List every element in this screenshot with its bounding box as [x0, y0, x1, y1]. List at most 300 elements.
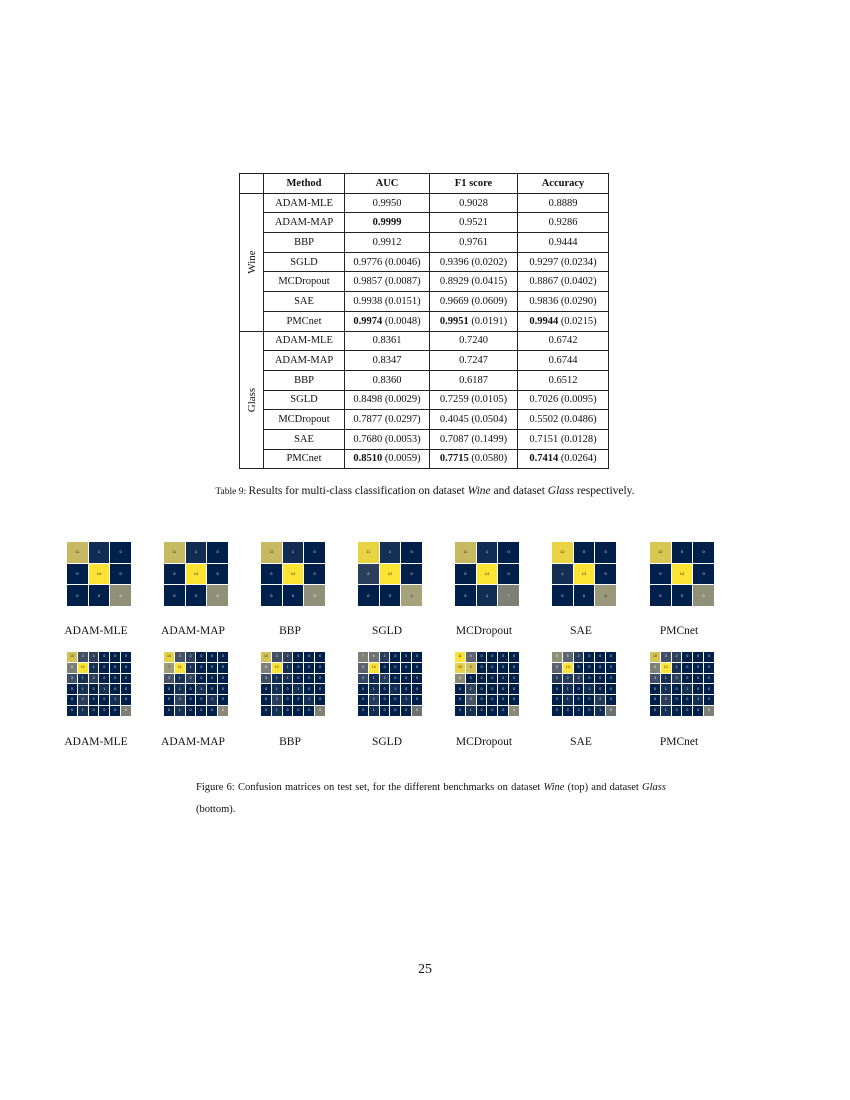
auc-cell — [345, 370, 430, 390]
matrix-cell: 2 — [563, 674, 573, 684]
matrix-cell: 0 — [498, 695, 508, 705]
matrix-cell: 0 — [390, 674, 400, 684]
method-cell: PMCnet — [264, 449, 345, 469]
matrix-cell: 0 — [207, 674, 217, 684]
matrix-cell: 1 — [682, 684, 692, 694]
matrix-cell: 3 — [164, 674, 174, 684]
matrix-cell: 0 — [672, 706, 682, 716]
matrix-cell: 1 — [89, 542, 110, 563]
matrix-cell: 2 — [672, 674, 682, 684]
matrix-cell: 2 — [574, 652, 584, 662]
method-cell: ADAM-MLE — [264, 193, 345, 213]
metric-value: 0.8889 — [548, 197, 578, 209]
metric-std: (0.0087) — [382, 276, 421, 288]
matrix-cell: 0 — [196, 695, 206, 705]
group-label-cell — [240, 193, 264, 331]
matrix-cell: 0 — [121, 663, 131, 673]
matrix-cell: 0 — [293, 695, 303, 705]
matrix-cell: 0 — [283, 684, 293, 694]
matrix-cell: 11 — [175, 663, 185, 673]
matrix-cell: 0 — [606, 674, 616, 684]
matrix-cell: 0 — [693, 542, 714, 563]
matrix-cell: 2 — [89, 652, 99, 662]
matrix-cell: 0 — [595, 663, 605, 673]
matrix-cell: 1 — [175, 674, 185, 684]
matrix-cell: 0 — [380, 663, 390, 673]
accuracy-cell — [518, 311, 609, 331]
matrix-cell: 14 — [672, 564, 693, 585]
confusion-matrix — [67, 652, 131, 716]
auc-cell — [345, 272, 430, 292]
matrix-cell: 1 — [283, 663, 293, 673]
method-cell: MCDropout — [264, 410, 345, 430]
matrix-cell: 0 — [693, 684, 703, 694]
accuracy-cell — [518, 272, 609, 292]
confusion-matrix — [67, 542, 131, 606]
matrix-cell: 0 — [563, 706, 573, 716]
metric-std: (0.0415) — [468, 276, 508, 288]
matrix-cell: 0 — [595, 652, 605, 662]
matrix-cell: 2 — [574, 674, 584, 684]
metric-value: 0.9028 — [459, 197, 488, 209]
matrix-cell: 1 — [175, 706, 185, 716]
metric-value: 0.9938 — [353, 295, 383, 307]
matrix-cell: 0 — [207, 542, 228, 563]
matrix-cell: 6 — [121, 706, 131, 716]
matrix-cell: 2 — [552, 674, 562, 684]
matrix-cell: 0 — [693, 674, 703, 684]
matrix-cell: 1 — [272, 684, 282, 694]
matrix-cell: 0 — [89, 695, 99, 705]
matrix-cell: 0 — [110, 564, 131, 585]
method-cell: SAE — [264, 292, 345, 312]
matrix-cell: 2 — [466, 684, 476, 694]
matrix-cell: 0 — [650, 564, 671, 585]
matrix-label: ADAM-MLE — [64, 625, 128, 637]
matrix-cell: 0 — [121, 674, 131, 684]
metric-value: 0.7240 — [459, 335, 488, 347]
matrix-cell: 0 — [196, 706, 206, 716]
matrix-cell: 10 — [67, 652, 77, 662]
matrix-cell: 0 — [261, 706, 271, 716]
matrix-cell: 0 — [99, 706, 109, 716]
header-accuracy: Accuracy — [518, 174, 609, 194]
matrix-cell: 2 — [78, 695, 88, 705]
matrix-cell: 0 — [401, 674, 411, 684]
accuracy-cell — [518, 292, 609, 312]
matrix-cell: 0 — [207, 706, 217, 716]
matrix-cell: 1 — [283, 542, 304, 563]
matrix-label: MCDropout — [455, 736, 513, 748]
confusion-matrix — [455, 542, 519, 606]
matrix-cell: 0 — [412, 674, 422, 684]
table-caption-label: Table 9: — [215, 487, 249, 497]
metric-value: 0.7259 — [439, 394, 469, 406]
matrix-cell: 1 — [186, 663, 196, 673]
table-row — [240, 233, 609, 253]
metric-std: (0.0151) — [382, 295, 421, 307]
matrix-cell: 0 — [218, 684, 228, 694]
matrix-cell: 1 — [272, 706, 282, 716]
auc-cell — [345, 449, 430, 469]
matrix-cell: 0 — [693, 652, 703, 662]
auc-cell — [345, 193, 430, 213]
matrix-cell: 3 — [67, 674, 77, 684]
matrix-cell: 0 — [380, 585, 401, 606]
table-row — [240, 252, 609, 272]
metric-value: 0.8347 — [372, 355, 402, 367]
header-f1: F1 score — [430, 174, 518, 194]
matrix-cell: 0 — [650, 684, 660, 694]
matrix-label: SAE — [570, 736, 592, 748]
matrix-cell: 0 — [390, 706, 400, 716]
metric-value: 0.9951 — [439, 315, 469, 327]
matrix-cell: 0 — [455, 564, 476, 585]
group-label-cell — [240, 331, 264, 469]
matrix-cell: 0 — [477, 674, 487, 684]
header-auc: AUC — [345, 174, 430, 194]
matrix-cell: 0 — [315, 695, 325, 705]
method-cell: ADAM-MLE — [264, 331, 345, 351]
confusion-matrix — [164, 542, 228, 606]
matrix-cell: 0 — [186, 585, 207, 606]
metric-value: 0.6512 — [548, 374, 578, 386]
matrix-label: BBP — [279, 625, 301, 637]
group-label: Wine — [245, 250, 258, 274]
matrix-cell: 0 — [704, 674, 714, 684]
confusion-matrix — [552, 542, 616, 606]
matrix-cell: 1 — [661, 684, 671, 694]
matrix-cell: 0 — [304, 663, 314, 673]
matrix-cell: 0 — [207, 564, 228, 585]
matrix-cell: 0 — [552, 684, 562, 694]
matrix-cell: 0 — [498, 564, 519, 585]
matrix-cell: 0 — [67, 706, 77, 716]
matrix-cell: 0 — [67, 585, 88, 606]
matrix-cell: 0 — [650, 585, 671, 606]
table-row — [240, 351, 609, 371]
matrix-cell: 1 — [78, 674, 88, 684]
matrix-cell: 0 — [261, 695, 271, 705]
matrix-cell: 0 — [412, 695, 422, 705]
auc-cell — [345, 311, 430, 331]
metric-value: 0.9974 — [353, 315, 383, 327]
metric-std: (0.0202) — [468, 256, 508, 268]
matrix-cell: 0 — [606, 695, 616, 705]
matrix-cell: 0 — [455, 684, 465, 694]
matrix-label: SGLD — [371, 625, 403, 637]
metric-std: (0.0105) — [468, 394, 508, 406]
header-method: Method — [264, 174, 345, 194]
matrix-cell: 1 — [595, 706, 605, 716]
matrix-cell: 0 — [477, 652, 487, 662]
matrix-cell: 0 — [207, 652, 217, 662]
auc-cell — [345, 213, 430, 233]
matrix-cell: 0 — [509, 652, 519, 662]
matrix-cell: 0 — [574, 695, 584, 705]
matrix-cell: 0 — [390, 663, 400, 673]
matrix-cell: 1 — [390, 684, 400, 694]
matrix-cell: 1 — [272, 674, 282, 684]
metric-value: 0.9297 — [529, 256, 559, 268]
matrix-cell: 0 — [595, 674, 605, 684]
matrix-cell: 0 — [390, 695, 400, 705]
matrix-cell: 0 — [682, 663, 692, 673]
table-row — [240, 213, 609, 233]
matrix-label: BBP — [279, 736, 301, 748]
matrix-cell: 0 — [67, 695, 77, 705]
matrix-cell: 3 — [261, 674, 271, 684]
matrix-cell: 0 — [358, 585, 379, 606]
matrix-cell: 0 — [390, 652, 400, 662]
f1-cell — [430, 233, 518, 253]
metric-value: 0.7414 — [529, 453, 559, 465]
metric-value: 0.8867 — [529, 276, 559, 288]
accuracy-cell — [518, 233, 609, 253]
matrix-cell: 0 — [315, 674, 325, 684]
metric-std: (0.0290) — [558, 295, 597, 307]
metric-value: 0.7715 — [439, 453, 469, 465]
matrix-cell: 0 — [606, 652, 616, 662]
matrix-cell: 0 — [261, 564, 282, 585]
matrix-cell: 6 — [369, 652, 379, 662]
confusion-matrix — [358, 542, 422, 606]
matrix-cell: 0 — [509, 684, 519, 694]
matrix-cell: 0 — [650, 706, 660, 716]
metric-value: 0.9836 — [529, 295, 559, 307]
matrix-cell: 11 — [455, 542, 476, 563]
matrix-cell: 1 — [401, 695, 411, 705]
confusion-matrix — [261, 542, 325, 606]
figure-caption-text: (bottom). — [196, 804, 236, 815]
matrix-cell: 0 — [110, 652, 120, 662]
matrix-cell: 0 — [412, 652, 422, 662]
f1-cell — [430, 429, 518, 449]
matrix-cell: 0 — [584, 706, 594, 716]
metric-std: (0.0048) — [382, 315, 421, 327]
matrix-cell: 8 — [693, 585, 714, 606]
matrix-cell: 0 — [487, 674, 497, 684]
matrix-cell: 0 — [207, 663, 217, 673]
metric-value: 0.9944 — [529, 315, 559, 327]
confusion-matrix — [164, 652, 228, 716]
confusion-matrix — [650, 652, 714, 716]
matrix-cell: 0 — [358, 695, 368, 705]
matrix-cell: 0 — [584, 652, 594, 662]
matrix-cell: 0 — [196, 674, 206, 684]
matrix-cell: 1 — [693, 695, 703, 705]
matrix-cell: 7 — [498, 585, 519, 606]
matrix-cell: 0 — [315, 684, 325, 694]
matrix-cell: 0 — [164, 695, 174, 705]
metric-value: 0.9396 — [439, 256, 469, 268]
matrix-cell: 0 — [412, 684, 422, 694]
matrix-cell: 0 — [477, 695, 487, 705]
auc-cell — [345, 410, 430, 430]
matrix-cell: 0 — [487, 663, 497, 673]
accuracy-cell — [518, 429, 609, 449]
metric-value: 0.9286 — [548, 217, 578, 229]
matrix-cell: 0 — [293, 663, 303, 673]
matrix-cell: 0 — [509, 674, 519, 684]
matrix-cell: 0 — [606, 663, 616, 673]
matrix-cell: 1 — [369, 684, 379, 694]
matrix-cell: 4 — [466, 652, 476, 662]
header-corner — [240, 174, 264, 194]
matrix-cell: 0 — [283, 706, 293, 716]
f1-cell — [430, 311, 518, 331]
matrix-cell: 1 — [380, 542, 401, 563]
matrix-cell: 0 — [110, 674, 120, 684]
auc-cell — [345, 390, 430, 410]
matrix-cell: 13 — [574, 564, 595, 585]
matrix-cell: 0 — [574, 684, 584, 694]
matrix-label: ADAM-MAP — [161, 625, 225, 637]
figure-caption-text: (top) and dataset — [564, 782, 643, 793]
matrix-cell: 0 — [304, 542, 325, 563]
metric-value: 0.8498 — [353, 394, 383, 406]
f1-cell — [430, 252, 518, 272]
metric-value: 0.8360 — [372, 374, 402, 386]
matrix-cell: 2 — [369, 695, 379, 705]
matrix-cell: 0 — [304, 564, 325, 585]
matrix-cell: 6 — [412, 706, 422, 716]
matrix-cell: 0 — [110, 542, 131, 563]
table-row — [240, 390, 609, 410]
matrix-cell: 0 — [315, 652, 325, 662]
matrix-cell: 0 — [650, 695, 660, 705]
matrix-cell: 6 — [261, 663, 271, 673]
method-cell: ADAM-MAP — [264, 351, 345, 371]
matrix-label: SGLD — [371, 736, 403, 748]
matrix-cell: 0 — [552, 585, 573, 606]
figure-caption — [196, 777, 666, 821]
dataset-name: Wine — [467, 485, 491, 497]
matrix-cell: 1 — [78, 706, 88, 716]
metric-std: (0.0486) — [558, 414, 597, 426]
metric-std: (0.0297) — [382, 414, 421, 426]
metric-std: (0.0264) — [558, 453, 597, 465]
matrix-cell: 0 — [595, 564, 616, 585]
f1-cell — [430, 272, 518, 292]
matrix-cell: 0 — [380, 684, 390, 694]
matrix-cell: 0 — [455, 695, 465, 705]
matrix-cell: 3 — [466, 695, 476, 705]
matrix-cell: 6 — [67, 663, 77, 673]
matrix-cell: 1 — [78, 684, 88, 694]
metric-std: (0.0053) — [382, 433, 421, 445]
matrix-cell: 0 — [487, 706, 497, 716]
confusion-matrix — [261, 652, 325, 716]
matrix-cell: 0 — [99, 695, 109, 705]
matrix-cell: 2 — [272, 695, 282, 705]
table-row — [240, 292, 609, 312]
table-row — [240, 193, 609, 213]
matrix-cell: 0 — [477, 706, 487, 716]
metric-value: 0.8361 — [372, 335, 402, 347]
matrix-cell: 0 — [509, 663, 519, 673]
matrix-cell: 0 — [401, 542, 422, 563]
metric-value: 0.9912 — [372, 236, 402, 248]
matrix-cell: 1 — [563, 684, 573, 694]
matrix-cell: 3 — [78, 652, 88, 662]
metric-value: 0.7087 — [439, 433, 469, 445]
auc-cell — [345, 351, 430, 371]
metric-std: (0.0504) — [468, 414, 508, 426]
matrix-cell: 1 — [304, 695, 314, 705]
matrix-cell: 0 — [380, 706, 390, 716]
matrix-cell: 0 — [672, 585, 693, 606]
matrix-cell: 0 — [67, 684, 77, 694]
matrix-cell: 9 — [466, 663, 476, 673]
metric-std: (0.0029) — [382, 394, 421, 406]
matrix-cell: 0 — [606, 684, 616, 694]
accuracy-cell — [518, 213, 609, 233]
matrix-cell: 0 — [207, 684, 217, 694]
figure-caption-text: Confusion matrices on test set, for the different benchmarks on dataset — [238, 782, 544, 793]
matrix-cell: 12 — [661, 663, 671, 673]
method-cell: BBP — [264, 233, 345, 253]
matrix-cell: 0 — [584, 663, 594, 673]
matrix-cell: 0 — [283, 695, 293, 705]
matrix-cell: 5 — [563, 652, 573, 662]
matrix-cell: 1 — [661, 706, 671, 716]
metric-value: 0.8510 — [353, 453, 383, 465]
matrix-cell: 0 — [401, 684, 411, 694]
matrix-cell: 0 — [693, 706, 703, 716]
matrix-cell: 0 — [498, 706, 508, 716]
matrix-cell: 0 — [455, 706, 465, 716]
matrix-cell: 8 — [595, 585, 616, 606]
matrix-cell: 1 — [369, 706, 379, 716]
table-row — [240, 410, 609, 430]
matrix-cell: 0 — [99, 674, 109, 684]
matrix-cell: 0 — [380, 695, 390, 705]
dataset-name: Wine — [543, 782, 565, 793]
matrix-cell: 0 — [584, 674, 594, 684]
matrix-cell: 0 — [552, 706, 562, 716]
matrix-cell: 0 — [498, 542, 519, 563]
f1-cell — [430, 213, 518, 233]
f1-cell — [430, 351, 518, 371]
matrix-cell: 0 — [304, 652, 314, 662]
matrix-cell: 0 — [218, 695, 228, 705]
matrix-cell: 6 — [218, 706, 228, 716]
table-header-row — [240, 174, 609, 194]
matrix-cell: 0 — [487, 695, 497, 705]
metric-value: 0.6187 — [459, 374, 488, 386]
matrix-cell: 1 — [293, 684, 303, 694]
matrix-cell: 0 — [487, 652, 497, 662]
metric-value: 0.7151 — [529, 433, 559, 445]
matrix-cell: 0 — [672, 695, 682, 705]
matrix-cell: 0 — [693, 564, 714, 585]
metric-value: 0.8929 — [439, 276, 469, 288]
matrix-cell: 0 — [498, 684, 508, 694]
matrix-cell: 0 — [498, 663, 508, 673]
matrix-cell: 0 — [186, 706, 196, 716]
matrix-cell: 7 — [164, 663, 174, 673]
matrix-cell: 1 — [196, 684, 206, 694]
matrix-cell: 1 — [661, 674, 671, 684]
matrix-cell: 0 — [67, 564, 88, 585]
matrix-label: ADAM-MAP — [161, 736, 225, 748]
method-cell: BBP — [264, 370, 345, 390]
matrix-cell: 6 — [455, 674, 465, 684]
table-body — [240, 193, 609, 469]
matrix-cell: 0 — [487, 684, 497, 694]
matrix-cell: 12 — [380, 564, 401, 585]
